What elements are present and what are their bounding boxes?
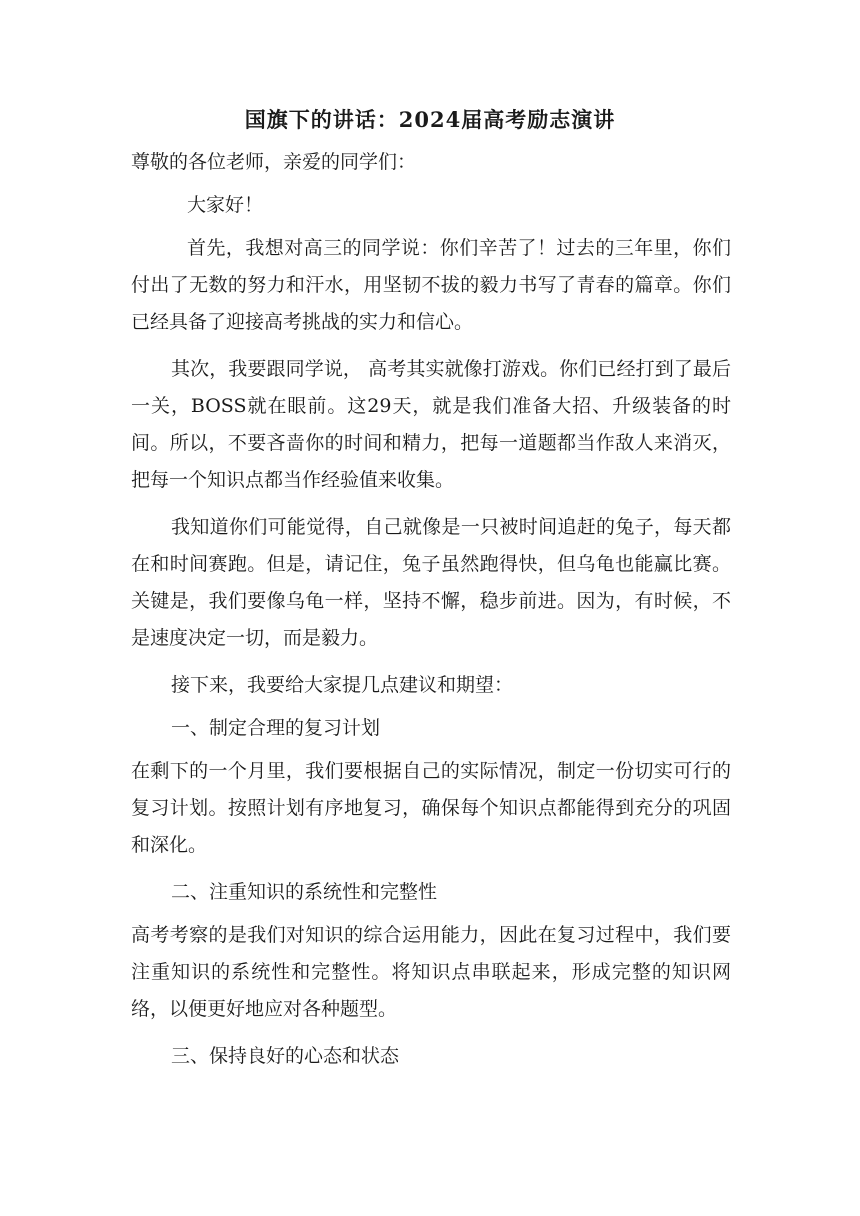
paragraph-4: 接下来，我要给大家提几点建议和期望：	[171, 674, 514, 696]
section-text-1: 在剩下的一个月里，我们要根据自己的实际情况，制定一份切实可行的复习计划。按照计划有序地复习，确保每个知识点都能得到充分的巩固和深化。	[131, 760, 731, 856]
paragraph-2: 其次，我要跟同学说， 高考其实就像打游戏。你们已经打到了最后一关，BOSS就在眼前。这29天，就是我们准备大招、升级装备的时间。所以，不要吝啬你的时间和精力，把每一道题都当作敌人来消灭，把每一个知识点都当作经验值来收集。	[131, 358, 731, 491]
paragraph-3: 我知道你们可能觉得，自己就像是一只被时间追赶的兔子，每天都在和时间赛跑。但是，请记住，兔子虽然跑得快，但乌龟也能赢比赛。关键是，我们要像乌龟一样，坚持不懈，稳步前进。因为，有时候，不是速度决定一切，而是毅力。	[131, 516, 731, 649]
salutation: 尊敬的各位老师，亲爱的同学们：	[131, 151, 417, 173]
section-heading-2: 二、注重知识的系统性和完整性	[171, 881, 438, 903]
section-text-2: 高考考察的是我们对知识的综合运用能力，因此在复习过程中，我们要注重知识的系统性和完整性。将知识点串联起来，形成完整的知识网络，以便更好地应对各种题型。	[131, 924, 731, 1020]
section-heading-3: 三、保持良好的心态和状态	[171, 1045, 400, 1067]
greeting: 大家好！	[187, 194, 264, 216]
document-title: 国旗下的讲话：2024届高考励志演讲	[244, 107, 616, 132]
paragraph-1: 首先，我想对高三的同学说：你们辛苦了！过去的三年里，你们付出了无数的努力和汗水，用坚韧不拔的毅力书写了青春的篇章。你们已经具备了迎接高考挑战的实力和信心。	[131, 237, 731, 333]
document-body	[131, 144, 731, 1075]
section-heading-1: 一、制定合理的复习计划	[171, 717, 381, 739]
